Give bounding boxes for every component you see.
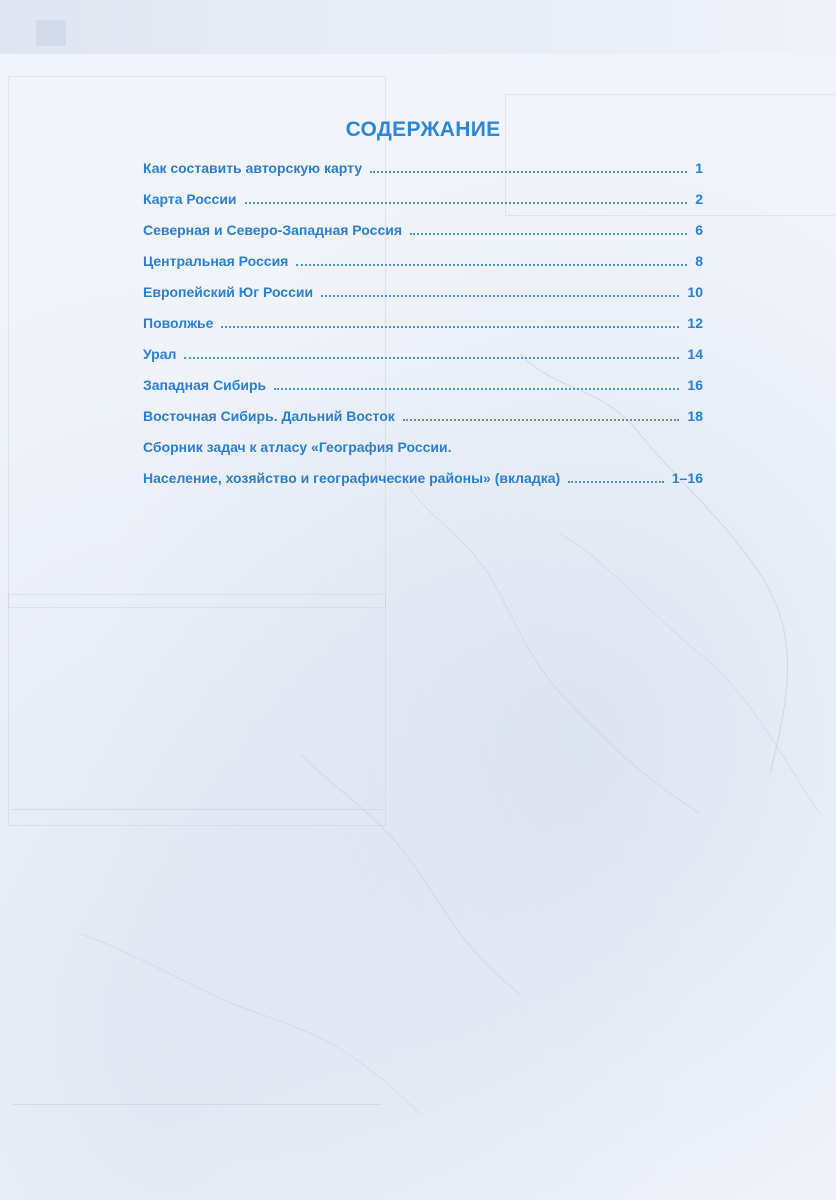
toc-entry-page: 18 [687,408,703,424]
toc-appendix-line-2[interactable] [143,470,703,501]
toc-entry[interactable] [143,284,703,315]
toc-entry-label: Северная и Северо-Западная Россия [143,222,403,238]
toc-entry[interactable] [143,222,703,253]
toc-entry-page: 1 [695,160,703,176]
toc-entry-label: Западная Сибирь [143,377,267,393]
toc-entry-label: Население, хозяйство и географические районы» (вкладка) [143,470,561,486]
toc-entry-page: 14 [687,346,703,362]
toc-entry-page: 6 [695,222,703,238]
toc-entry-label: Центральная Россия [143,253,289,269]
toc-leader-dots [403,419,680,421]
toc-leader-dots [296,264,687,266]
header-band [0,0,836,54]
toc-entry-page: 1–16 [671,470,703,486]
toc-appendix-line-1[interactable]: Сборник задач к атласу «География России. [143,439,452,455]
toc-entry-label: Поволжье [143,315,214,331]
toc-leader-dots [321,295,679,297]
toc-entry-page: 2 [695,191,703,207]
toc-entry[interactable] [143,191,703,222]
toc-entry[interactable] [143,315,703,346]
toc-entry-page: 8 [695,253,703,269]
toc-leader-dots [184,357,679,359]
toc-leader-dots [370,171,687,173]
toc-entry-label: Урал [143,346,177,362]
toc-entry[interactable] [143,346,703,377]
toc-list [143,160,703,439]
toc-entry-label: Карта России [143,191,237,207]
toc-entry[interactable] [143,408,703,439]
page-number-tab [36,20,66,46]
toc-leader-dots [410,233,687,235]
toc-entry-page: 10 [687,284,703,300]
toc-leader-dots [221,326,679,328]
toc-entry[interactable] [143,253,703,284]
toc-entry-label: Европейский Юг России [143,284,314,300]
toc-leader-dots [568,481,664,483]
toc-entry[interactable] [143,160,703,191]
toc-entry-page: 12 [687,315,703,331]
toc-entry-label: Как составить авторскую карту [143,160,363,176]
toc-leader-dots [245,202,688,204]
toc-title: СОДЕРЖАНИЕ [345,118,501,141]
toc-entry-page: 16 [687,377,703,393]
toc-leader-dots [274,388,679,390]
toc-entry-label: Восточная Сибирь. Дальний Восток [143,408,395,424]
table-of-contents [143,118,703,501]
toc-entry[interactable] [143,377,703,408]
